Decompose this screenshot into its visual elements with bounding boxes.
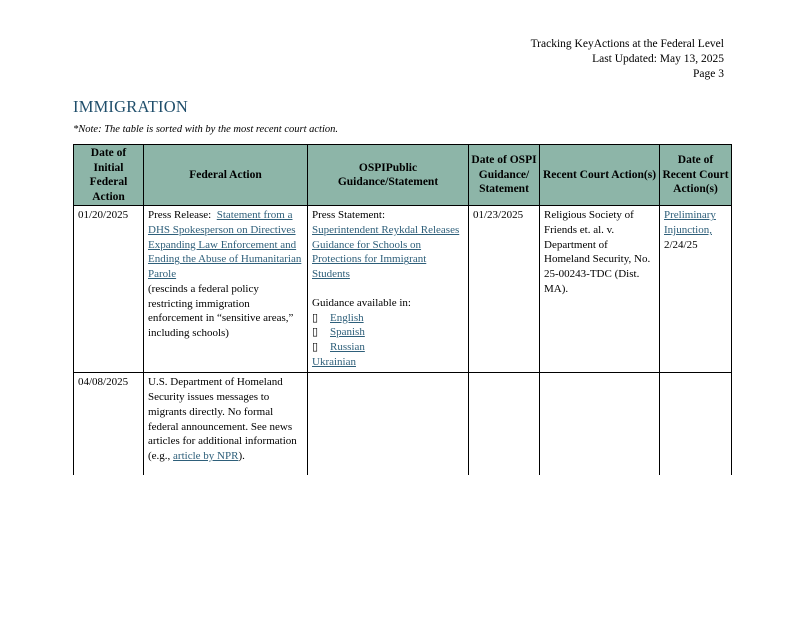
language-item [312, 355, 464, 370]
action-end: ). [238, 449, 245, 462]
action-text: U.S. Department of Homeland Security issues messages to migrants directly. No formal federal announcement. See news articles for additional information (e.g., [148, 376, 297, 462]
header-title: Tracking KeyActions at the Federal Level [530, 38, 724, 50]
court-action-cell [540, 373, 660, 475]
court-date-cell [660, 373, 732, 475]
col-header-ospi-date: Date of OSPI Guidance/ Statement [469, 145, 540, 206]
court-action-cell: Religious Society of Friends et. al. v. Department of Homeland Security, No. 25-00243-TDC (Dist. MA). [540, 206, 660, 373]
federal-action-cell [144, 373, 308, 475]
header-page-number: Page 3 [693, 68, 724, 80]
bullet-icon: ▯ [312, 311, 319, 324]
court-date-cell [660, 206, 732, 373]
bullet-icon: ▯ [312, 326, 319, 339]
spanish-link[interactable]: Spanish [330, 326, 365, 339]
col-header-court-date: Date of Recent Court Action(s) [660, 145, 732, 206]
ospi-guidance-cell [308, 373, 469, 475]
action-prefix: Press Release: [148, 209, 212, 222]
col-header-court-action: Recent Court Action(s) [540, 145, 660, 206]
header-updated: Last Updated: May 13, 2025 [592, 53, 724, 65]
guidance-prefix: Press Statement: [312, 209, 386, 222]
superintendent-guidance-link[interactable]: Superintendent Reykdal Releases Guidance for Schools on Protections for Immigrant Students [312, 224, 460, 281]
table-row [74, 206, 732, 373]
initial-date-cell: 01/20/2025 [74, 206, 144, 373]
court-date: 2/24/25 [664, 238, 698, 251]
ospi-date-cell [469, 373, 540, 475]
ospi-guidance-cell [308, 206, 469, 373]
initial-date-cell: 04/08/2025 [74, 373, 144, 475]
page-header [531, 37, 724, 82]
ospi-date-cell: 01/23/2025 [469, 206, 540, 373]
english-link[interactable]: English [330, 311, 364, 324]
table-note: *Note: The table is sorted with by the most recent court action. [73, 124, 338, 135]
npr-article-link[interactable]: article by NPR [173, 449, 239, 462]
table-header-row [74, 145, 732, 206]
language-item [312, 311, 464, 326]
col-header-federal-action: Federal Action [144, 145, 308, 206]
col-header-initial-date: Date of Initial Federal Action [74, 145, 144, 206]
guidance-languages-label: Guidance available in: [312, 296, 411, 309]
bullet-icon: ▯ [312, 341, 319, 353]
federal-action-cell [144, 206, 308, 373]
action-note: (rescinds a federal policy restricting immigration enforcement in “sensitive areas,” including schools) [148, 282, 294, 339]
col-header-ospi-guidance: OSPIPublic Guidance/Statement [308, 145, 469, 206]
ukrainian-link[interactable]: Ukrainian [312, 355, 356, 368]
section-title: IMMIGRATION [73, 97, 188, 116]
language-item [312, 340, 464, 355]
language-item [312, 325, 464, 340]
preliminary-injunction-link[interactable]: Preliminary Injunction, [664, 209, 716, 237]
federal-actions-table [73, 144, 732, 475]
dhs-statement-link[interactable]: Statement from a DHS Spokesperson on Directives Expanding Law Enforcement and Ending the Abuse of Humanitarian Parole [148, 209, 302, 281]
table-row [74, 373, 732, 475]
russian-link[interactable]: Russian [330, 341, 365, 353]
